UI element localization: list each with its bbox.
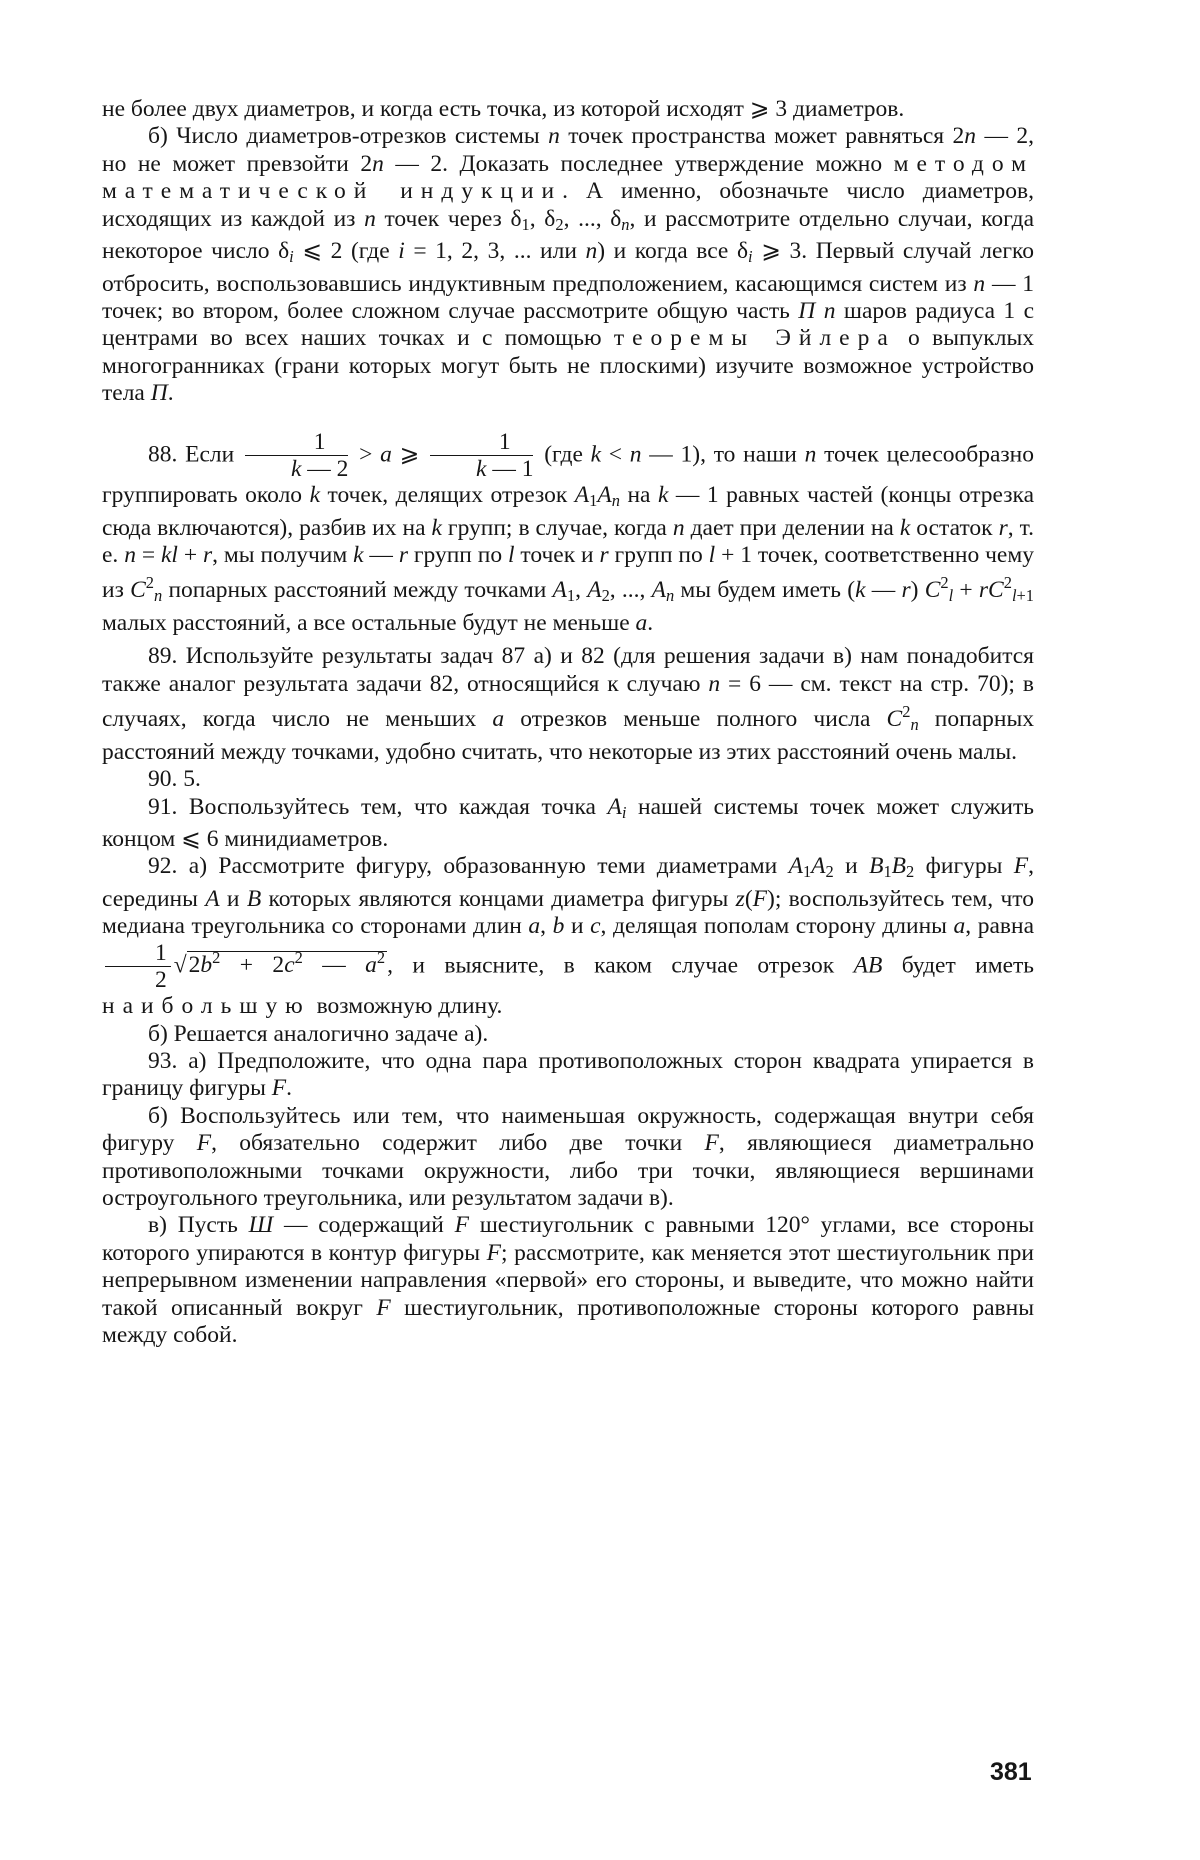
paragraph-90: 90. 5. — [148, 766, 201, 793]
paragraph-92b: б) Решается аналогично задаче а). — [148, 1020, 489, 1047]
paragraph-89: 89. Используйте результаты задач 87 а) и 82 (для решения задачи в) нам понадобится также аналог результата задачи 82, относящийся к случаю n = 6 — см. текст на стр. 70); в случаях, когда число не меньших a отрезков меньше полного числа $C^2_n$ попарных расстояний между точками, удобно считать, что некоторые из этих расстояний очень малы. — [102, 643, 1034, 765]
paragraph-93a: 93. а) Предположите, что одна пара противоположных сторон квадрата упирается в границу фигуры F. — [102, 1047, 1034, 1102]
paragraph-93c: в) Пусть Ш — содержащий F шестиугольник с равными 120° углами, все стороны которого упираются в контур фигуры F; рассмотрите, как меняется этот шестиугольник при непрерывном изменении направления «первой» его стороны, и выведите, что можно найти такой описанный вокруг F шестиугольник, противоположные стороны которого равны между собой. — [102, 1212, 1034, 1348]
paragraph-93b: б) Воспользуйтесь или тем, что наименьшая окружность, содержащая внутри себя фигуру F, обязательно содержит либо две точки F, являющиеся диаметрально противоположными точками окружности, либо три точки, являющиеся вершинами остроугольного треугольника, или результатом задачи в). — [102, 1102, 1035, 1211]
paragraph-91: 91. Воспользуйтесь тем, что каждая точка $A_i$ нашей системы точек может служить концом ⩽ 6 минидиаметров. — [102, 793, 1034, 853]
paragraph-92a: 92. а) Рассмотрите фигуру, образованную теми диаметрами $A_1A_2$ и $B_1B_2$ фигуры F, середины A и B которых являются концами диаметра фигуры z(F); воспользуйтесь тем, что медиана треугольника со сторонами длин a, b и c, делящая пополам сторону длины a, равна $\frac{1}{2}$ $√2b^2 + 2c^2$ — $a^2$, и выясните, в каком случае отрезок AB будет иметь наибольшую возможную длину. — [102, 853, 1034, 1020]
page-text — [102, 96, 1034, 1349]
paragraph-88: 88. Если $\frac{1}{k — 2}$ > a ⩾ $\frac{1}{k — 1}$ (где k < n — 1), то наши n точек целесообразно группировать около k точек, делящих отрезок $A_1A_n$ на k — 1 равных частей (концы отрезка сюда включаются), разбив их на k групп; в случае, когда n дает при делении на k остаток r, т. е. n = kl + r, мы получим k — r групп по l точек и r групп по l + 1 точек, соответственно чему из $C^2_n$ попарных расстояний между точками $A_1$, $A_2$, ..., $A_n$ мы будем иметь (k — r) $C^2_l + rC^2_{l+1}$ малых расстояний, а все остальные будут не меньше a. — [102, 428, 1035, 636]
paragraph-87a-end: не более двух диаметров, и когда есть точка, из которой исходят ⩾ 3 диаметров. — [102, 96, 905, 122]
paragraph-87b: б) Число диаметров-отрезков системы n точек пространства может равняться 2n — 2, но не может превзойти 2n — 2. Доказать последнее утверждение можно методом математической индукции. А именно, обозначьте число диаметров, исходящих из каждой из n точек через $\delta_1$, $\delta_2$, ..., $\delta_n$, и рассмотрите отдельно случаи, когда некоторое число $\delta_i$ ⩽ 2 (где i = 1, 2, 3, ... или n) и когда все $\delta_i$ ⩾ 3. Первый случай легко отбросить, воспользовавшись индуктивным предположением, касающимся систем из n — 1 точек; во втором, более сложном случае рассмотрите общую часть П n шаров радиуса 1 с центрами во всех наших точках и с помощью теоремы Эйлера о выпуклых многогранниках (грани которых могут быть не плоскими) изучите возможное устройство тела П. — [102, 123, 1035, 407]
page-number: 381 — [990, 1758, 1032, 1786]
